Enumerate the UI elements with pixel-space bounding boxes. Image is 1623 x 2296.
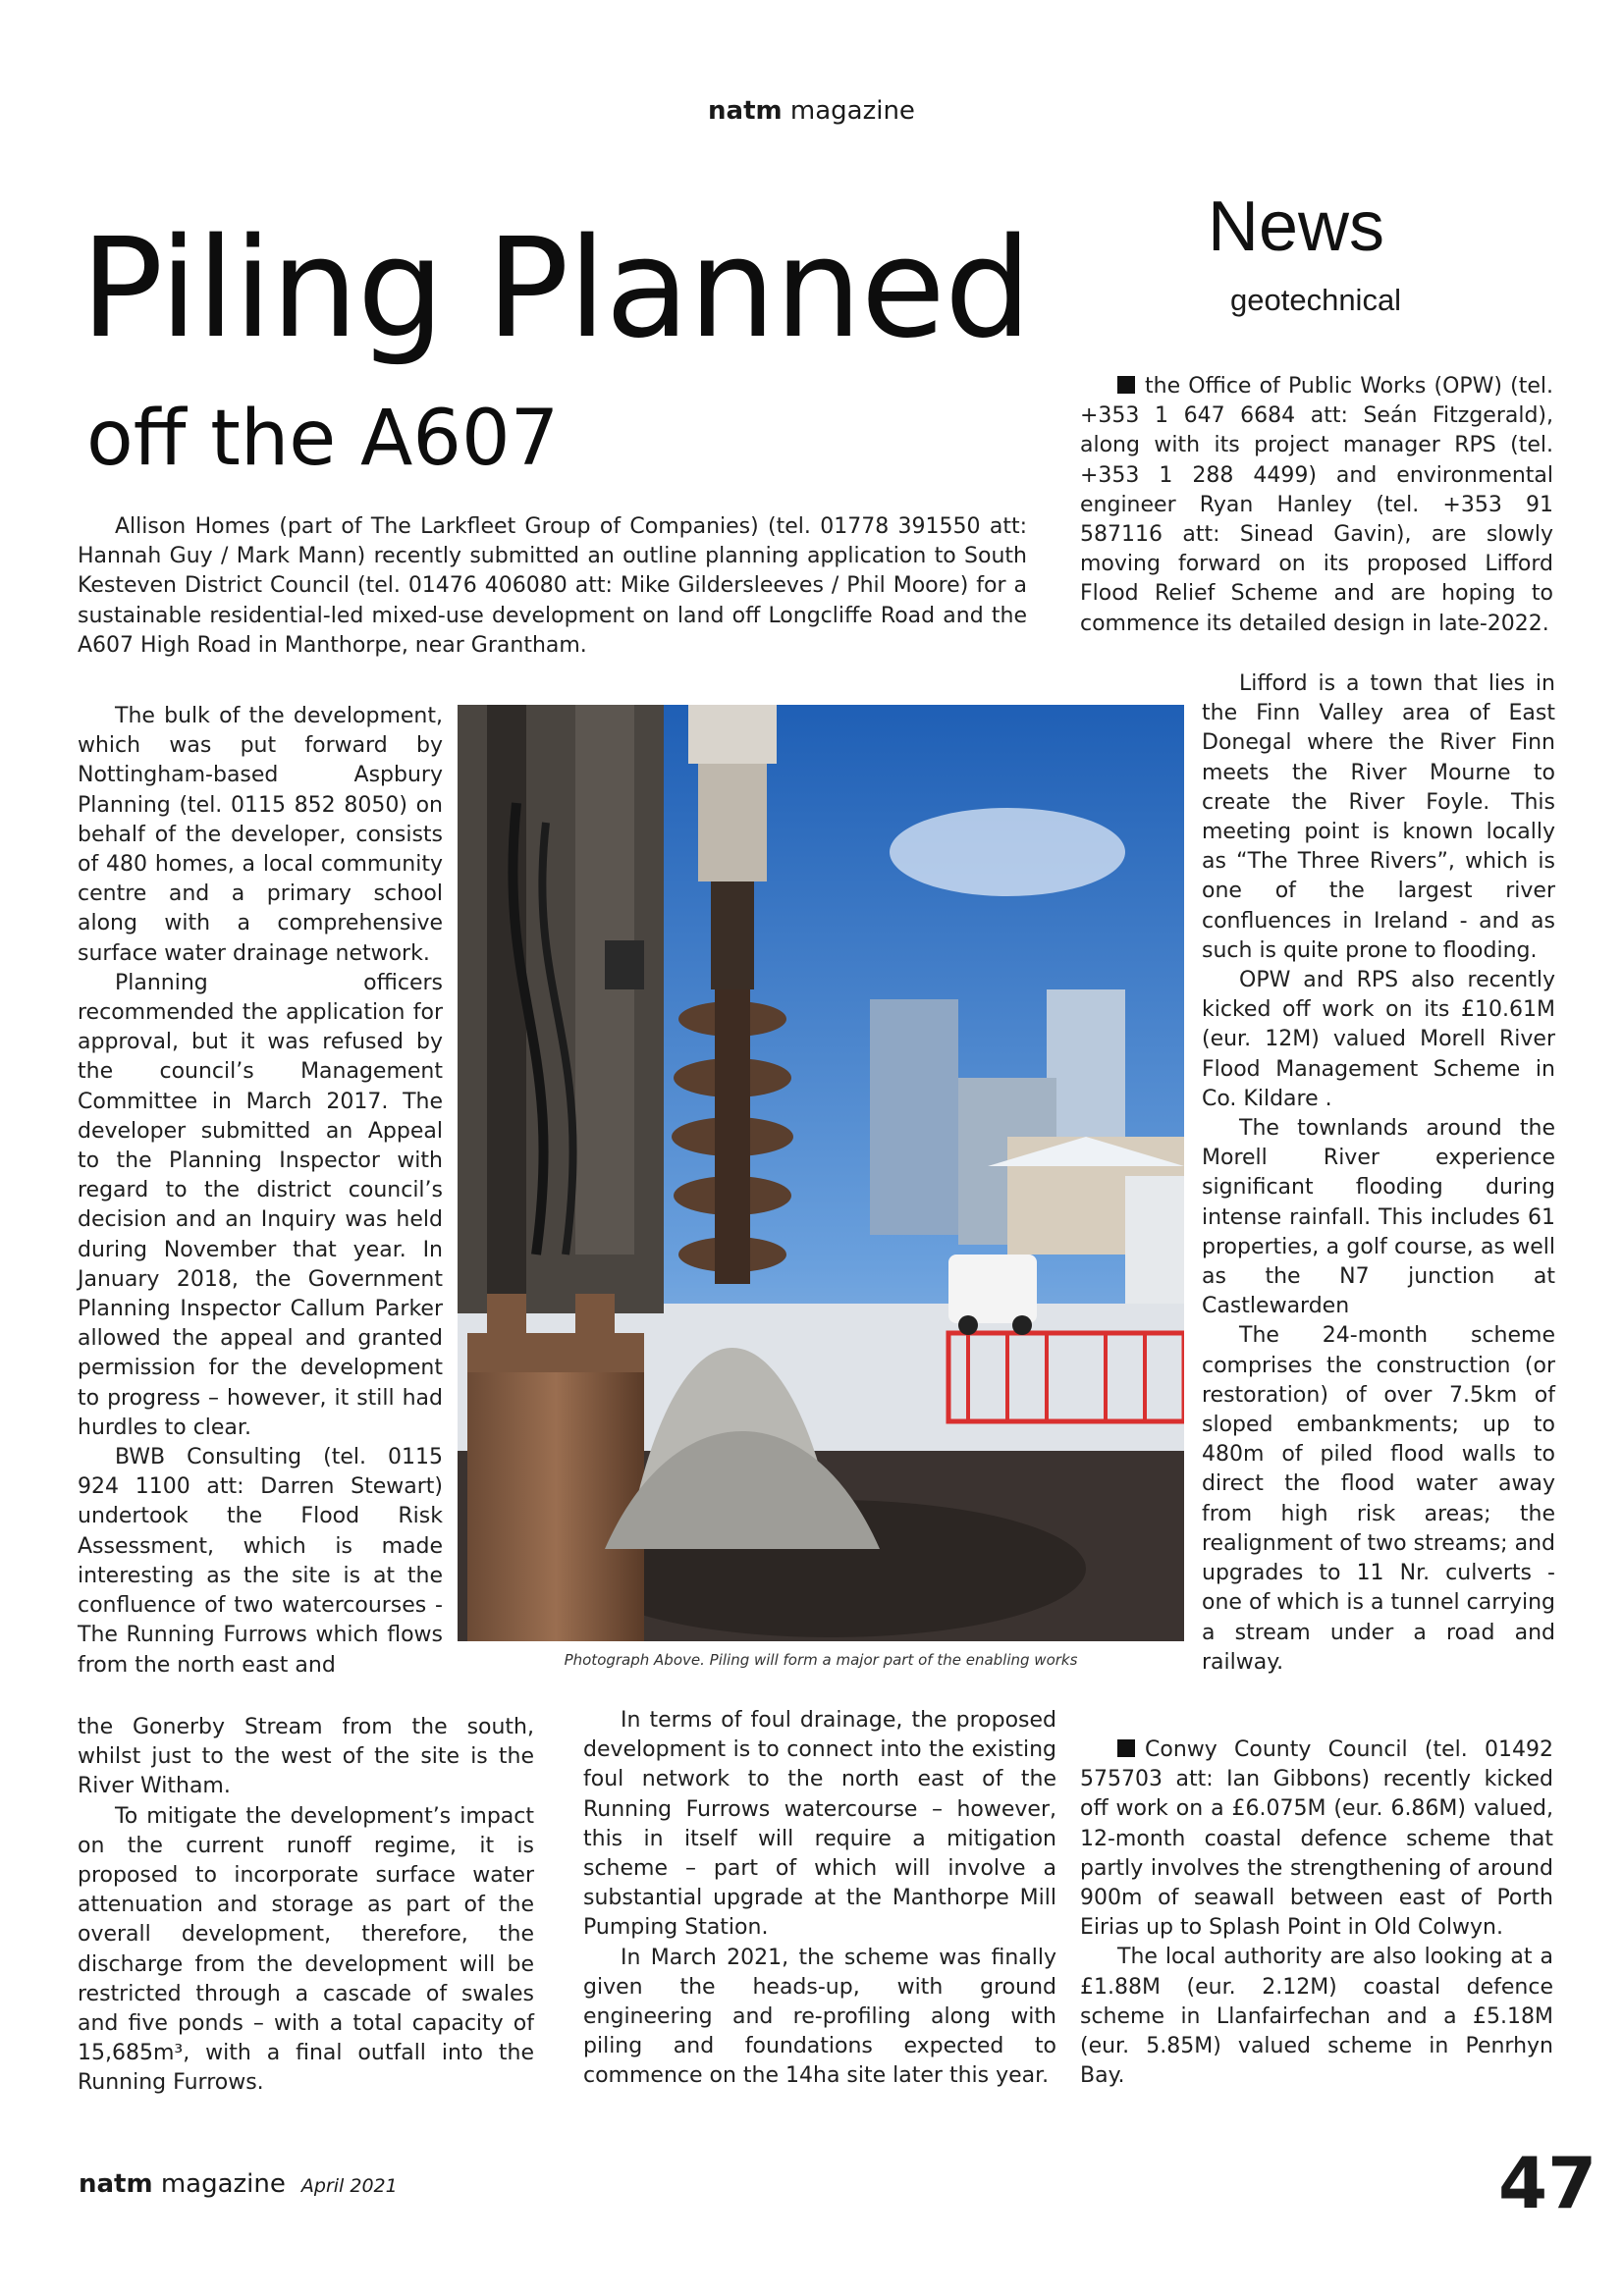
middle-paragraph-1: In terms of foul drainage, the proposed development is to connect into the existing foul network to the north east of the Running Furrows watercourse – however, this in itself will require a mitigation scheme – part of which will involve a substantial upgrade at the Manthorpe Mill Pumping Station. bbox=[583, 1708, 1056, 1941]
conwy-paragraph: The local authority are also looking at a £1.88M (eur. 2.12M) coastal defence scheme in Llanfairfechan and a £5.18M (eur. 5.85M) valued scheme in Penrhyn Bay. bbox=[1080, 1945, 1553, 2089]
article-title: Piling Planned bbox=[81, 209, 1031, 369]
footer-brand-bold: natm bbox=[79, 2169, 153, 2199]
middle-column bbox=[583, 1706, 1056, 2092]
section-subtitle: geotechnical bbox=[1230, 283, 1402, 317]
header-brand bbox=[0, 96, 1623, 126]
right-column-bottom bbox=[1080, 1735, 1553, 2091]
article-subtitle: off the A607 bbox=[86, 395, 560, 483]
conwy-intro-paragraph bbox=[1080, 1735, 1553, 1943]
photo-caption: Photograph Above. Piling will form a major part of the enabling works bbox=[564, 1651, 1078, 1669]
right-column-middle bbox=[1202, 669, 1555, 1678]
brand-rest: magazine bbox=[782, 96, 915, 126]
piling-photo bbox=[458, 705, 1184, 1641]
opw-paragraph-3: The townlands around the Morell River experience significant flooding during intense rainfall. This includes 61 properties, a golf course, as well as the N7 junction at Castlewarden bbox=[1202, 1116, 1555, 1319]
left-paragraph-1: The bulk of the development, which was put forward by Nottingham-based Aspbury Planning (tel. 0115 852 8050) on behalf of the developer, consists of 480 homes, a local community centre and a primary school along with a comprehensive surface water drainage network. bbox=[78, 704, 443, 966]
opw-paragraph-2: OPW and RPS also recently kicked off work on its £10.61M (eur. 12M) valued Morell River Flood Management Scheme in Co. Kildare . bbox=[1202, 968, 1555, 1111]
middle-paragraph-2: In March 2021, the scheme was finally given the heads-up, with ground engineering and re-profiling along with piling and foundations expected to commence on the 14ha site later this year. bbox=[583, 1945, 1056, 2089]
left-bottom-paragraph-1: the Gonerby Stream from the south, whilst just to the west of the site is the River Witham. bbox=[78, 1715, 534, 1799]
left-paragraph-2: Planning officers recommended the application for approval, but it was refused by the council’s Management Committee in March 2017. The developer submitted an Appeal to the Planning Inspector with regard to the district council’s decision and an Inquiry was held during November that year. In January 2018, the Government Planning Inspector Callum Parker allowed the appeal and granted permission for the development to progress – however, it still had hurdles to clear. bbox=[78, 970, 443, 1440]
piling-photo-illustration bbox=[458, 705, 1184, 1641]
page-number: 47 bbox=[1498, 2142, 1597, 2224]
opw-intro-text: the Office of Public Works (OPW) (tel. +353 1 647 6684 att: Seán Fitzgerald), along with its project manager RPS (tel. +353 1 288 4499) and environmental engineer Ryan Hanley (tel. +353 91 587116 att: Sinead Gavin), are slowly moving forward on its proposed Lifford Flood Relief Scheme and are hoping to commence its detailed design in late-2022. bbox=[1080, 374, 1553, 636]
conwy-intro-text: Conwy County Council (tel. 01492 575703 att: Ian Gibbons) recently kicked off work on a £6.075M (eur. 6.86M) valued, 12-month coastal defence scheme that partly involves the strengthening of around 900m of seawall between east of Porth Eirias up to Splash Point in Old Colwyn. bbox=[1080, 1737, 1553, 1941]
footer-brand bbox=[79, 2169, 398, 2199]
right-column-top bbox=[1080, 372, 1553, 639]
square-bullet-icon bbox=[1117, 1739, 1135, 1757]
brand-bold: natm bbox=[708, 96, 783, 126]
opw-paragraph-1: Lifford is a town that lies in the Finn Valley area of East Donegal where the River Finn meets the River Mourne to create the River Foyle. This meeting point is known locally as “The Three Rivers”, which is one of the largest river confluences in Ireland - and as such is quite prone to flooding. bbox=[1202, 671, 1555, 963]
left-bottom-paragraph-2: To mitigate the development’s impact on the current runoff regime, it is proposed to incorporate surface water attenuation and storage as part of the overall development, therefore, the discharge from the development will be restricted through a cascade of swales and five ponds – with a total capacity of 15,685m³, with a final outfall into the Running Furrows. bbox=[78, 1803, 534, 2096]
opw-paragraph-4: The 24-month scheme comprises the construction (or restoration) of over 7.5km of sloped embankments; up to 480m of piled flood walls to direct the flood water away from high risk areas; the realignment of two streams; and upgrades to 11 Nr. culverts - one of which is a tunnel carrying a stream under a road and railway. bbox=[1202, 1323, 1555, 1675]
opw-intro-paragraph bbox=[1080, 372, 1553, 639]
article-intro bbox=[78, 512, 1027, 661]
section-title: News bbox=[1208, 187, 1385, 266]
intro-paragraph: Allison Homes (part of The Larkfleet Group of Companies) (tel. 01778 391550 att: Hannah Guy / Mark Mann) recently submitted an outline planning application to South Kesteven District Council (tel. 01476 406080 att: Mike Gildersleeves / Phil Moore) for a sustainable residential-led mixed-use development on land off Longcliffe Road and the A607 High Road in Manthorpe, near Grantham. bbox=[78, 514, 1027, 658]
left-paragraph-3: BWB Consulting (tel. 0115 924 1100 att: Darren Stewart) undertook the Flood Risk Assessment, which is made interesting as the site is at the confluence of two watercourses - The Running Furrows which flows from the north east and bbox=[78, 1445, 443, 1678]
square-bullet-icon bbox=[1117, 376, 1135, 394]
left-bottom-column bbox=[78, 1713, 534, 2099]
left-column bbox=[78, 702, 443, 1681]
footer-brand-rest: magazine bbox=[152, 2169, 286, 2199]
issue-date: April 2021 bbox=[300, 2175, 398, 2197]
